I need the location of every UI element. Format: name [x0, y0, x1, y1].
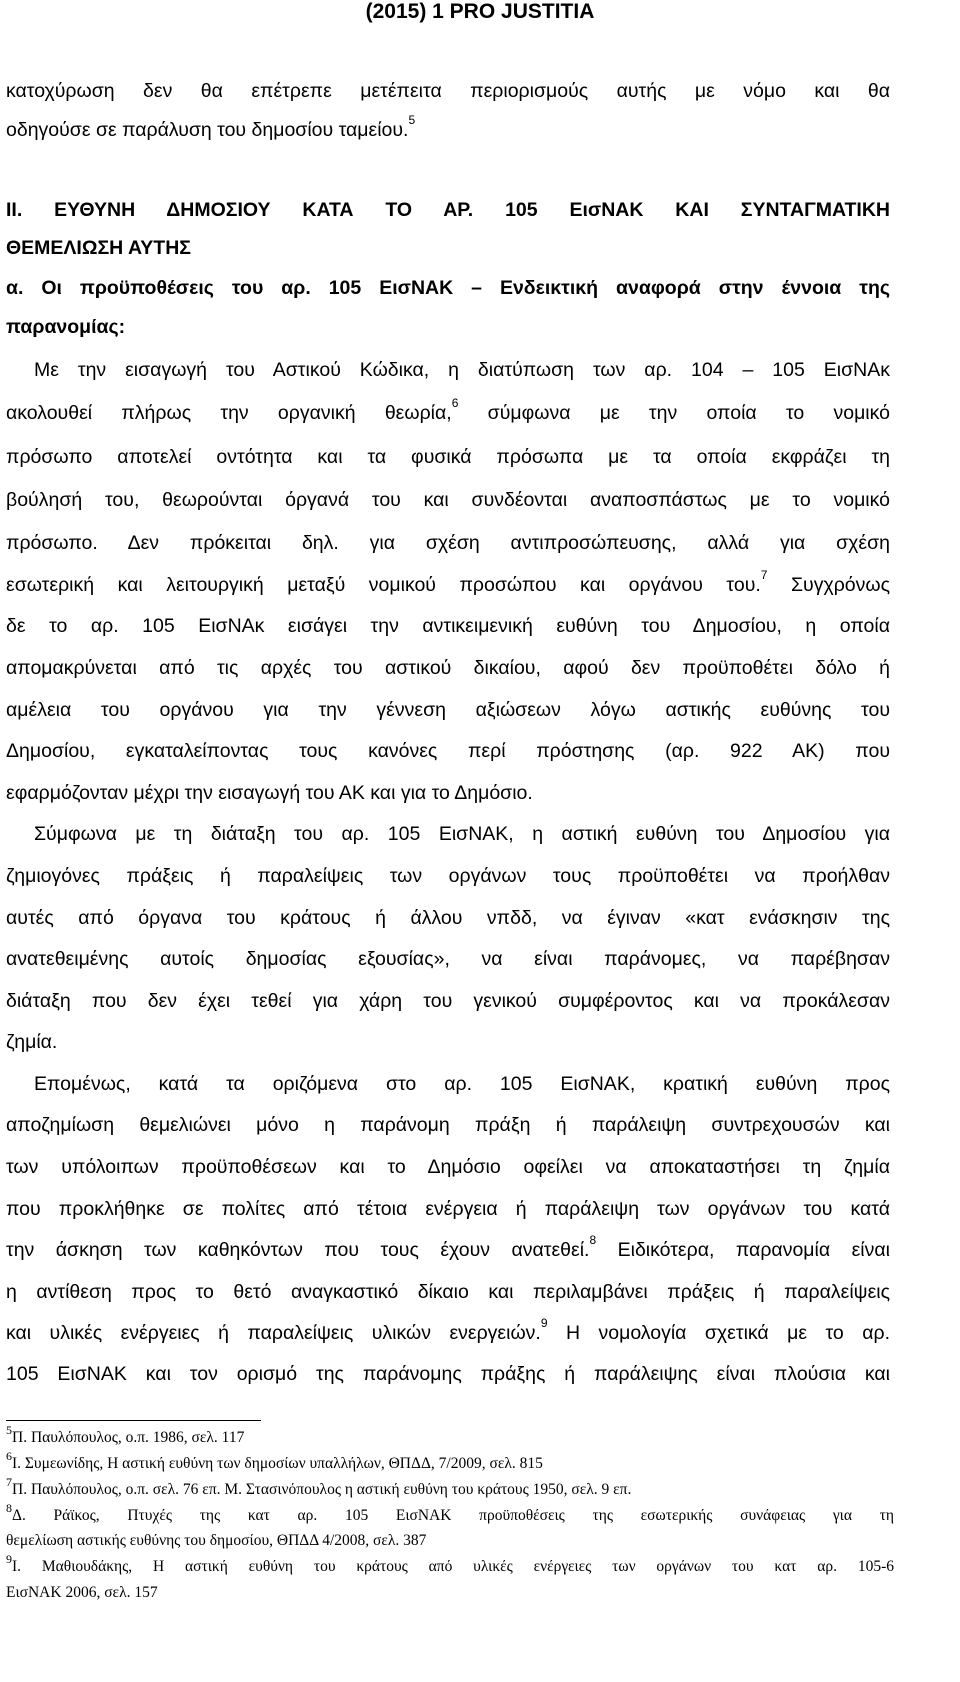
body-line: ανατεθειμένης αυτοίς δημοσίας εξουσίας», να είναι παράνομες, να παρέβησαν	[6, 948, 890, 970]
body-line: Δημοσίου, εγκαταλείποντας τους κανόνες περί πρόστησης (αρ. 922 ΑΚ) που	[6, 740, 890, 762]
body-line: αυτές από όργανα του κράτους ή άλλου νπδδ, να έγιναν «κατ ενάσκησιν της	[6, 907, 890, 929]
footnote: $^6$Ι. Συμεωνίδης, Η αστική ευθύνη των δημοσίων υπαλλήλων, ΘΠΔΔ, 7/2009, σελ. 815	[6, 1449, 543, 1472]
body-line: πρόσωπο αποτελεί οντότητα και τα φυσικά πρόσωπα με τα οποία εκφράζει τη	[6, 446, 890, 468]
page-header: (2015) 1 PRO JUSTITIA	[365, 0, 595, 23]
body-line: δε το αρ. 105 ΕισΝΑκ εισάγει την αντικειμενική ευθύνη του Δημοσίου, η οποία	[6, 615, 890, 637]
footnote: $^9$Ι. Μαθιουδάκης, Η αστική ευθύνη του κράτους από υλικές ενέργειες των οργάνων του κατ αρ. 105-6	[6, 1552, 894, 1575]
footnote-continuation: ΕισΝΑΚ 2006, σελ. 157	[6, 1584, 158, 1601]
body-line: πρόσωπο. Δεν πρόκειται δηλ. για σχέση αντιπροσώπευσης, αλλά για σχέση	[6, 532, 890, 554]
body-line: την άσκηση των καθηκόντων που τους έχουν ανατεθεί.$^8$ Ειδικότερα, παρανομία είναι	[6, 1233, 890, 1261]
body-line: οδηγούσε σε παράλυση του δημοσίου ταμείου.$^5$	[6, 113, 416, 141]
body-line: κατοχύρωση δεν θα επέτρεπε μετέπειτα περιορισμούς αυτής με νόμο και θα	[6, 80, 890, 102]
body-line: διάταξη που δεν έχει τεθεί για χάρη του γενικού συμφέροντος και να προκάλεσαν	[6, 990, 890, 1012]
footnote-separator	[6, 1420, 261, 1421]
body-line: 105 ΕισΝΑΚ και τον ορισμό της παράνομης πράξης ή παράλειψης είναι πλούσια και	[6, 1363, 890, 1385]
body-line: και υλικές ενέργειες ή παραλείψεις υλικών ενεργειών.$^9$ Η νομολογία σχετικά με το αρ.	[6, 1316, 890, 1344]
body-line: Σύμφωνα με τη διάταξη του αρ. 105 ΕισΝΑΚ, η αστική ευθύνη του Δημοσίου για	[34, 823, 890, 845]
body-line: βούλησή του, θεωρούνται όργανά του και συνδέονται αναποσπάστως με το νομικό	[6, 489, 890, 511]
body-line: αμέλεια του οργάνου για την γέννεση αξιώσεων λόγω αστικής ευθύνης του	[6, 699, 890, 721]
body-line: απομακρύνεται από τις αρχές του αστικού δικαίου, αφού δεν προϋποθέτει δόλο ή	[6, 657, 890, 679]
footnote: $^7$Π. Παυλόπουλος, ο.π. σελ. 76 επ. Μ. Στασινόπουλος η αστική ευθύνη του κράτους 1950, σελ. 9 επ.	[6, 1475, 632, 1498]
body-line: η αντίθεση προς το θετό αναγκαστικό δίκαιο και περιλαμβάνει πράξεις ή παραλείψεις	[6, 1281, 890, 1303]
footnote-ref: 6	[451, 396, 459, 410]
footnote: $^5$Π. Παυλόπουλος, ο.π. 1986, σελ. 117	[6, 1423, 245, 1446]
footnote-ref: 7	[760, 568, 768, 582]
body-line: ζημία.	[6, 1031, 58, 1053]
section-heading: II. ΕΥΘΥΝΗ ΔΗΜΟΣΙΟΥ ΚΑΤΑ ΤΟ ΑΡ. 105 ΕισΝΑΚ ΚΑΙ ΣΥΝΤΑΓΜΑΤΙΚΗ	[6, 199, 890, 221]
section-heading: ΘΕΜΕΛΙΩΣΗ ΑΥΤΗΣ	[6, 237, 191, 259]
body-line: ακολουθεί πλήρως την οργανική θεωρία,$^6$ σύμφωνα με την οποία το νομικό	[6, 396, 890, 424]
footnote-ref: 5	[408, 113, 416, 127]
body-line: εφαρμόζονταν μέχρι την εισαγωγή του ΑΚ και για το Δημόσιο.	[6, 782, 533, 804]
footnote-ref: 8	[589, 1233, 597, 1247]
footnote: $^8$Δ. Ράϊκος, Πτυχές της κατ αρ. 105 ΕισΝΑΚ προϋποθέσεις της εσωτερικής συνάφειας για τη	[6, 1501, 894, 1524]
body-line: εσωτερική και λειτουργική μεταξύ νομικού προσώπου και οργάνου του.$^7$ Συγχρόνως	[6, 568, 890, 596]
body-line: που προκλήθηκε σε πολίτες από τέτοια ενέργεια ή παράλειψη των οργάνων του κατά	[6, 1198, 890, 1220]
body-line: Επομένως, κατά τα οριζόμενα στο αρ. 105 ΕισΝΑΚ, κρατική ευθύνη προς	[34, 1073, 890, 1095]
body-line: αποζημίωση θεμελιώνει μόνο η παράνομη πράξη ή παράλειψη συντρεχουσών και	[6, 1114, 890, 1136]
subsection-heading: α. Οι προϋποθέσεις του αρ. 105 ΕισΝΑΚ – Ενδεικτική αναφορά στην έννοια της	[6, 277, 890, 299]
body-line: ζημιογόνες πράξεις ή παραλείψεις των οργάνων τους προϋποθέτει να προήλθαν	[6, 865, 890, 887]
body-line: Με την εισαγωγή του Αστικού Κώδικα, η διατύπωση των αρ. 104 – 105 ΕισΝΑκ	[34, 359, 890, 381]
footnote-continuation: θεμελίωση αστικής ευθύνης του δημοσίου, ΘΠΔΔ 4/2008, σελ. 387	[6, 1532, 427, 1549]
footnote-ref: 9	[540, 1316, 548, 1330]
body-line: των υπόλοιπων προϋποθέσεων και το Δημόσιο οφείλει να αποκαταστήσει τη ζημία	[6, 1156, 890, 1178]
subsection-heading: παρανομίας:	[6, 316, 126, 338]
